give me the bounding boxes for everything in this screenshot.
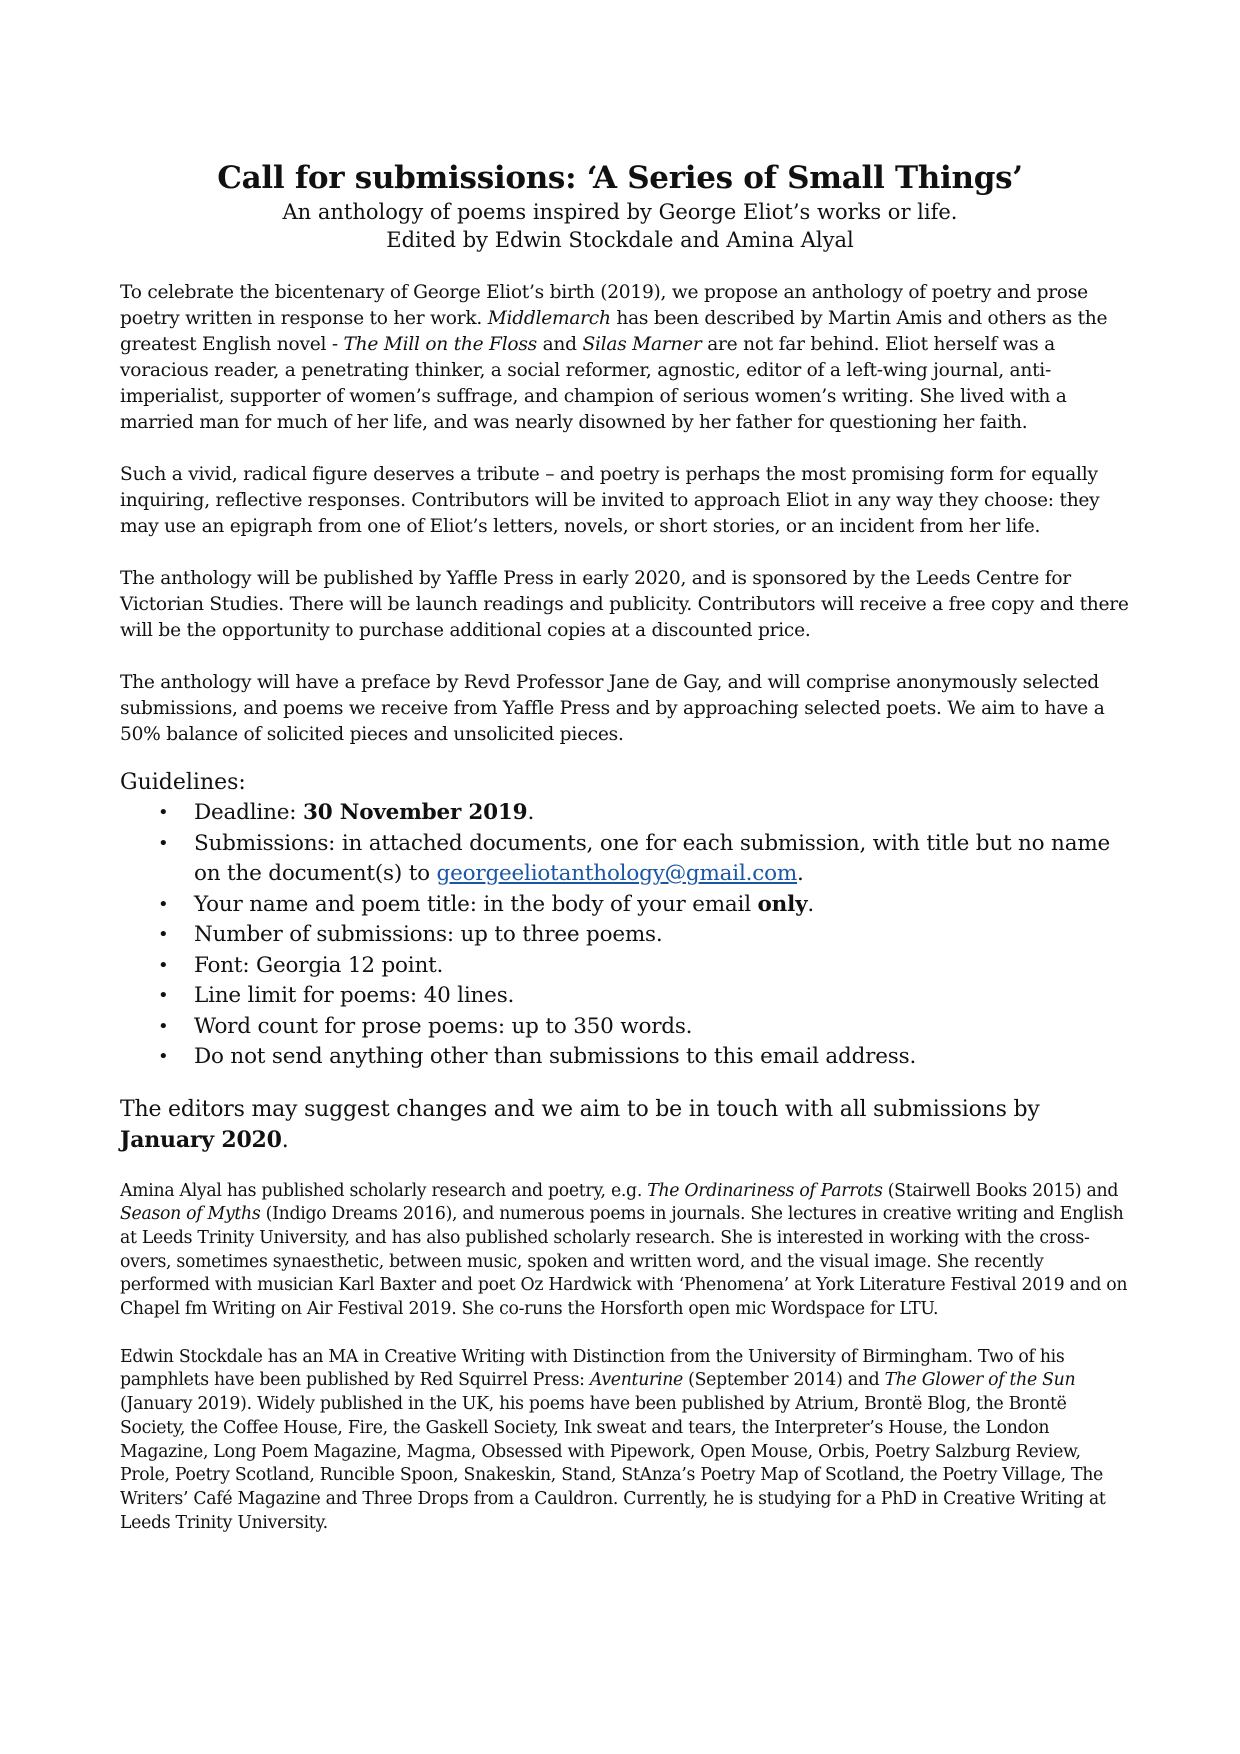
list-item	[120, 1042, 1130, 1073]
intro-paragraph-4: The anthology will have a preface by Revd Professor Jane de Gay, and will comprise anonymously selected submissions, and poems we receive from Yaffle Press and by approaching selected poets. We aim to have a 50% balance of solicited pieces and unsolicited pieces.	[120, 672, 1105, 745]
guideline-word-count: Word count for prose poems: up to 350 words.	[194, 1013, 693, 1039]
name-title-text: Your name and poem title: in the body of your email	[194, 891, 758, 917]
bullet-icon: •	[158, 924, 169, 945]
email-link[interactable]: georgeeliotanthology@gmail.com	[436, 861, 798, 886]
list-item	[120, 951, 1130, 982]
submissions-text: Submissions: in attached documents, one for each submission, with title but no name on the document(s) to	[194, 830, 1111, 886]
submissions-end: .	[797, 861, 804, 886]
list-item	[120, 1012, 1130, 1043]
closing-paragraph	[120, 1095, 1130, 1156]
list-item	[120, 920, 1130, 951]
guideline-number-of-submissions: Number of submissions: up to three poems.	[194, 922, 663, 947]
only-emphasis: only	[757, 891, 808, 917]
list-item	[120, 829, 1130, 890]
intro-paragraph-3: The anthology will be published by Yaffle Press in early 2020, and is sponsored by the Leeds Centre for Victorian Studies. There will be launch readings and publicity. Contributors will receive a free copy and there will be the opportunity to purchase additional copies at a discounted price.	[120, 568, 1129, 641]
bio-amina-alyal	[120, 1180, 1130, 1322]
title-middlemarch: Middlemarch	[487, 308, 611, 329]
bio-amina-text-a: Amina Alyal has published scholarly research and poetry, e.g.	[120, 1180, 648, 1201]
guideline-font: Font: Georgia 12 point.	[194, 952, 444, 978]
page-title: Call for submissions: ‘A Series of Small Things’	[217, 160, 1023, 196]
bullet-icon: •	[158, 1015, 169, 1037]
guideline-do-not-send: Do not send anything other than submissions to this email address.	[194, 1044, 917, 1069]
bio-amina-text-b: (Stairwell Books 2015) and	[882, 1180, 1119, 1201]
bio-amina-text-c: (Indigo Dreams 2016), and numerous poems in journals. She lectures in creative writing and English at Leeds Trinity University, and has also published scholarly research. She is interested in working with the cross-overs, sometimes synaesthetic, between music, spoken and written word, and the visual image. She recently performed with musician Karl Baxter and poet Oz Hardwick with ‘Phenomena’ at York Literature Festival 2019 and on Chapel fm Writing on Air Festival 2019. She co-runs the Horsforth open mic Wordspace for LTU.	[120, 1204, 1128, 1320]
intro-p1-text-b: has been described by Martin Amis and others as the greatest English novel -	[120, 308, 1108, 355]
intro-paragraph-1	[120, 280, 1130, 436]
closing-date: January 2020	[120, 1126, 282, 1153]
name-title-end: .	[807, 891, 815, 917]
book-aventurine: Aventurine	[589, 1370, 683, 1391]
list-item	[120, 798, 1130, 829]
document-body	[120, 280, 1130, 1559]
list-item	[120, 890, 1130, 921]
intro-p1-text-d: are not far behind. Eliot herself was a voracious reader, a penetrating thinker, a social reformer, agnostic, editor of a left-wing journal, anti-imperialist, supporter of women’s suffrage, and champion of serious women’s writing. She lived with a married man for much of her life, and was nearly disowned by her father for questioning her faith.	[120, 334, 1067, 433]
intro-p1-text-a: To celebrate the bicentenary of George Eliot’s birth (2019), we propose an anthology of poetry and prose poetry written in response to her work.	[120, 282, 1088, 329]
page-subtitle: An anthology of poems inspired by George Eliot’s works or life.	[282, 200, 958, 224]
guideline-line-limit: Line limit for poems: 40 lines.	[194, 983, 515, 1008]
deadline-value: 30 November 2019	[302, 800, 528, 825]
bullet-icon: •	[158, 893, 169, 915]
intro-paragraph-2: Such a vivid, radical figure deserves a tribute – and poetry is perhaps the most promising form for equally inquiring, reflective responses. Contributors will be invited to approach Eliot in any way they choose: they may use an epigraph from one of Eliot’s letters, novels, or short stories, or an incident from her life.	[120, 464, 1100, 537]
bio-edwin-text-a: Edwin Stockdale has an MA in Creative Writing with Distinction from the University of Birmingham. Two of his pamphlets have been published by Red Squirrel Press:	[120, 1346, 1065, 1391]
bullet-icon: •	[158, 802, 169, 823]
bio-edwin-text-c: (January 2019). Widely published in the UK, his poems have been published by Atrium, Brontë Blog, the Brontë Society, the Coffee House, Fire, the Gaskell Society, Ink sweat and tears, the Interpreter’s House, the London Magazine, Long Poem Magazine, Magma, Obsessed with Pipework, Open Mouse, Orbis, Poetry Salzburg Review, Prole, Poetry Scotland, Runcible Spoon, Snakeskin, Stand, StAnza’s Poetry Map of Scotland, the Poetry Village, The Writers’ Café Magazine and Three Drops from a Cauldron. Currently, he is studying for a PhD in Creative Writing at Leeds Trinity University.	[120, 1394, 1106, 1533]
closing-end: .	[281, 1127, 289, 1153]
document-header	[0, 158, 1240, 254]
bullet-icon: •	[158, 832, 169, 854]
intro-p1-text-c: and	[536, 334, 583, 355]
guidelines-list	[120, 798, 1130, 1073]
title-silas-marner: Silas Marner	[582, 334, 702, 355]
deadline-label: Deadline:	[194, 800, 303, 825]
bullet-icon: •	[158, 1046, 169, 1067]
deadline-end: .	[527, 800, 535, 825]
title-mill-on-the-floss: The Mill on the Floss	[343, 334, 537, 355]
bio-edwin-text-b: (September 2014) and	[682, 1370, 885, 1391]
list-item	[120, 981, 1130, 1012]
closing-text: The editors may suggest changes and we aim to be in touch with all submissions by	[120, 1096, 1040, 1122]
bullet-icon: •	[158, 954, 169, 976]
book-season-of-myths: Season of Myths	[120, 1204, 261, 1225]
editors-line: Edited by Edwin Stockdale and Amina Alyal	[386, 228, 854, 252]
guidelines-heading: Guidelines:	[120, 770, 246, 795]
book-glower-of-the-sun: The Glower of the Sun	[884, 1370, 1076, 1391]
bio-edwin-stockdale	[120, 1346, 1130, 1536]
book-ordinariness-of-parrots: The Ordinariness of Parrots	[647, 1180, 883, 1201]
bullet-icon: •	[158, 985, 169, 1006]
